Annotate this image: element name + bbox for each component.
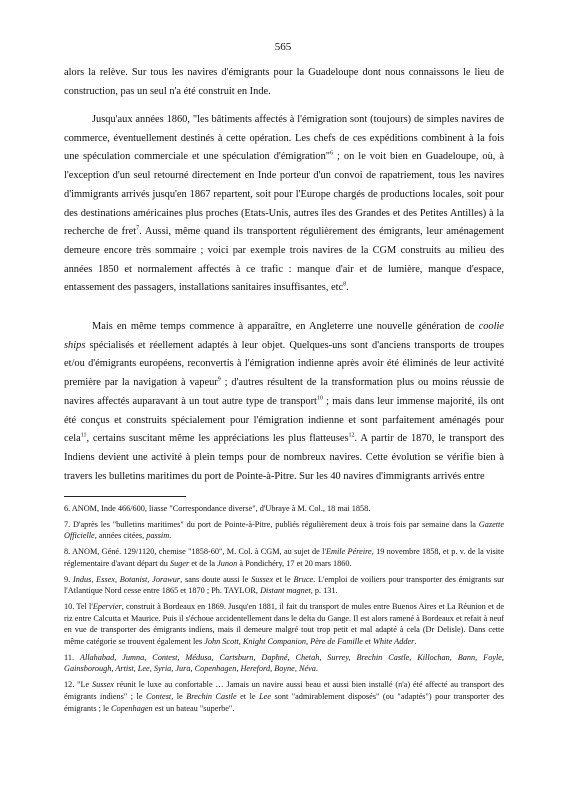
paragraph-text: ; on le voit bien en Guadeloupe, où, à l'exception d'un seul retourné directement en Inde porteur d'un convoi de rapatriement, tous les navires d'immigrants arrivés jusqu'en 1867 repartent, soit pour l'Europe chargés de productions locales, soit pour des destinations américaines plus proches (Etats-Unis, autres îles des Grandes et des Petites Antilles) à la recherche de fret — [64, 151, 504, 238]
footnote-text: 12. "Le — [64, 680, 92, 690]
footnote-ref-11[interactable]: 11 — [80, 432, 87, 439]
footnote-text: et — [362, 637, 374, 647]
footnote-italic: Contest — [145, 691, 172, 701]
footnote-text: à Pondichéry, 17 et 20 mars 1860. — [237, 558, 352, 568]
footnote-italic: Emile Péreire — [325, 547, 372, 557]
footnote-text: et de la — [189, 558, 218, 568]
paragraph-text: . Aussi, même quand ils transportent régulièrement des émigrants, leur aménagement demeure encore très sommaire ; voici par exemple trois navires de la CGM construits au milieu des années 1850 et normalement affectés à ce trafic : manque d'air et de lumière, manque d'espace, entassement des passagers, installations sanitaires insuffisantes, etc — [64, 226, 504, 294]
footnote-text: . — [315, 664, 318, 674]
footnote-text: 6. ANOM, Inde 466/600, liasse "Correspondance diverse", d'Ubraye à M. Col., 18 mai 1858. — [64, 504, 371, 513]
footnote-italic: Brechin Castle — [186, 691, 237, 701]
paragraph-text: ; d'autres résultent de la transformation plus ou moins réussie de navires affectés auparavant à un tout autre type de transport — [64, 377, 504, 407]
footnote-7 — [64, 519, 504, 542]
footnote-text: , sans doute aussi le — [180, 574, 252, 584]
paragraph-text: ; mais dans leur immense majorité, ils ont été conçus et construits spécialement pour l'émigration indienne et sont parfaitement aménagés pour cela — [64, 395, 504, 445]
footnote-text: 7. D'après les "bulletins maritimes" du port de Pointe-à-Pitre, publiés régulièrement deux à trois fois par semaine dans la — [64, 519, 479, 529]
paragraph-text: alors la relève. Sur tous les navires d'émigrants pour la Guadeloupe dont nous connaissons le lieu de construction, pas un seul n'a été construit en Inde. — [64, 67, 504, 97]
paragraph-text: Mais en même temps commence à apparaître, en Angleterre une nouvelle génération de — [92, 321, 479, 332]
paragraph-emigration-ships — [64, 111, 504, 298]
footnote-text: 9. — [64, 574, 73, 584]
footnote-text: 10. Tel l' — [64, 601, 93, 611]
footnote-italic: Copenhagen — [110, 703, 153, 713]
footnote-text: , 19 novembre 1858, et p. v. de la visite réglementaire d'avant départ du — [64, 547, 505, 568]
footnote-ref-9[interactable]: 9 — [217, 376, 221, 383]
paragraph-text: Jusqu'aux années 1860, "les bâtiments affectés à l'émigration sont (toujours) de simples navires de commerce, éventuellement destinés à cette opération. Les chefs de ces expéditions combinent à la fois une spéculation commerciale et une spéculation d'émigration" — [64, 114, 504, 163]
footnote-11 — [64, 652, 504, 675]
footnote-italic: Sussex — [91, 680, 114, 690]
footnote-italic: White Adder — [373, 637, 415, 647]
footnote-6 — [64, 503, 504, 515]
footnote-text: . — [169, 531, 172, 541]
footnote-text: . L'emploi de voiliers pour transporter des émigrants sur l'Atlantique Nord cesse entre 1865 et 1870 ; Ph. TAYLOR, — [64, 574, 504, 596]
footnote-text: , construit à Bordeaux en 1869. Jusqu'en 1881, il fait du transport de mules entre Buenos Aires et La Réunion et de riz entre Calcutta et Maurice. Puis il s'échoue accidentellement dans le delta du Gange. Il est alors ramené à Bordeaux et refait à neuf en vue de transporter des émigrants indiens, mais il demeure malgré tout trop petit et mal adapté à cela (Dr Delisle). Dans cette même catégorie se trouvent également les — [64, 601, 504, 647]
footnote-text: 8. ANOM, Géné. 129/1120, chemise "1858-60", M. Col. à CGM, au sujet de l' — [64, 547, 326, 557]
footnote-italic: Lee — [259, 691, 271, 701]
page-number: 565 — [274, 41, 292, 53]
footnotes — [64, 503, 504, 718]
footnote-italic: Sussex — [251, 574, 274, 584]
footnote-italic: Junon — [217, 558, 238, 568]
footnote-text: et le — [273, 574, 294, 584]
paragraph-italic: coolie ships — [64, 321, 504, 351]
footnote-text: , p. 131. — [310, 586, 338, 596]
footnote-italic: Gazette Officielle — [64, 519, 504, 541]
footnote-10 — [64, 601, 504, 648]
footnote-8 — [64, 546, 504, 569]
footnote-ref-7[interactable]: 7 — [136, 225, 140, 232]
footnote-italic: Suger — [169, 558, 190, 568]
footnote-text: , le — [171, 691, 187, 701]
footnote-ref-10[interactable]: 10 — [316, 395, 323, 402]
footnote-9 — [64, 574, 504, 597]
footnote-italic: John Scott, Knight Companion, Père de Famille — [204, 637, 363, 647]
paragraph-coolie-ships — [64, 318, 504, 486]
footnote-text: , années citées, — [94, 531, 147, 541]
footnote-ref-12[interactable]: 12 — [348, 432, 355, 439]
paragraph-text: spécialisés et réellement adaptés à leur objet. Quelques-uns sont d'anciens transports de troupes et/ou d'émigrants européens, reconvertis à l'émigration indienne après avoir été éliminés de leur activité première par la navigation à vapeur — [64, 339, 504, 389]
footnote-italic: Allahabad, Jumna, Contest, Médusa, Cartsburn, Daphné, Chetah, Surrey, Brechin Castle, Killochan, Bann, Foyle, Gainsborough, Artist, Lee, Syria, Jura, Copenhagen, Hereford, Boyne, Néva — [64, 652, 504, 674]
footnote-text: est un bateau "superbe". — [152, 703, 235, 713]
footnote-12 — [64, 679, 504, 714]
paragraph-text: . A partir de 1870, le transport des Indiens devient une activité à plein temps pour de nombreux navires. Cette évolution se vérifie bien à travers les bulletins maritimes du port de Pointe-à-Pitre. Sur les 40 navires d'immigrants arrivés entre — [64, 433, 504, 482]
footnote-italic: Indus, Essex, Botanist, Jorawur — [72, 574, 181, 584]
footnote-separator — [64, 496, 186, 497]
paragraph-text: , certains suscitant même les appréciations les plus flatteuses — [86, 433, 349, 445]
footnote-ref-6[interactable]: 6 — [330, 150, 334, 157]
footnote-italic: Bruce — [293, 574, 314, 584]
footnote-italic: passim — [146, 531, 170, 541]
paragraph-text: . — [346, 282, 349, 294]
footnote-text: et le — [236, 691, 260, 701]
footnote-text: 11. — [64, 652, 80, 662]
footnote-text: sont "admirablement disposés" (ou "adaptés") pour transporter des émigrants ; le — [64, 691, 504, 713]
footnote-ref-8[interactable]: 8 — [343, 281, 347, 288]
footnote-text: . — [414, 637, 417, 647]
paragraph-continuation — [64, 64, 504, 101]
footnote-italic: Epervier — [92, 601, 122, 611]
footnote-italic: Distant magnet — [260, 586, 311, 596]
footnote-text: réunit le luxe au confortable … Jamais un navire aussi beau et aussi bien installé (n'a) été affecté au transport des émigrants indiens" ; le — [64, 680, 505, 701]
